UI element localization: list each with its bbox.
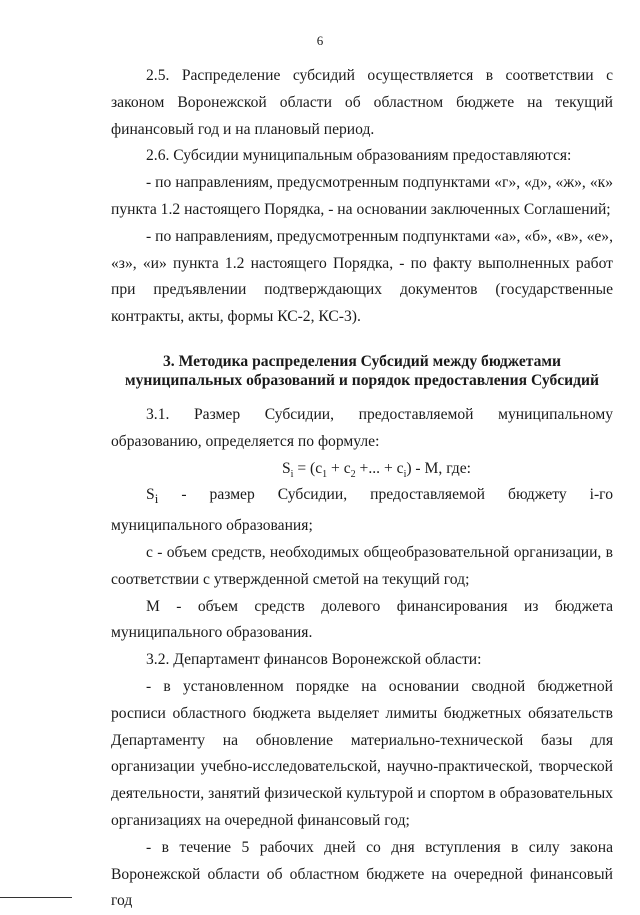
paragraph-2-5: 2.5. Распределение субсидий осуществляется в соответствии с законом Воронежской области об областном бюджете на текущий финансовый год и на плановый период.	[111, 67, 613, 138]
definition-m: М - объем средств долевого финансирования из бюджета муниципального образования.	[111, 597, 613, 642]
formula-plus: + c	[327, 459, 351, 477]
footer-divider	[0, 897, 72, 898]
formula-tail: ) - M, где:	[406, 459, 471, 477]
formula-lhs: S	[281, 459, 291, 477]
definition-c: c - объем средств, необходимых общеобразовательной организации, в соответствии с утвержденной сметой на текущий год;	[111, 544, 613, 588]
definition-s-symbol: S	[146, 486, 155, 504]
paragraph-3-2-item-2: - в течение 5 рабочих дней со дня вступления в силу закона Воронежской области об областном бюджете на очередной финансовый год	[111, 838, 613, 910]
definition-s-text: - размер Субсидии, предоставляемой бюджету i-го муниципального образования;	[111, 486, 613, 535]
paragraph-2-6-item-2: - по направлениям, предусмотренным подпунктами «а», «б», «в», «е», «з», «и» пункта 1.2 настоящего Порядка, - по факту выполненных работ при предъявлении подтверждающих документов (государственные контракты, акты, формы КС-2, КС-3).	[111, 227, 613, 326]
section-3-heading	[111, 352, 613, 390]
definition-s	[111, 482, 613, 540]
paragraph-3-1: 3.1. Размер Субсидии, предоставляемой муниципальному образованию, определяется по формуле:	[111, 405, 613, 450]
formula-c1-sub: 1	[322, 468, 328, 480]
definition-s-sub: i	[154, 491, 159, 507]
document-body	[111, 63, 613, 915]
section-3-heading-line-2: муниципальных образований и порядок предоставления Субсидий	[124, 371, 600, 389]
page-number: 6	[316, 33, 324, 48]
formula-c2-sub: 2	[350, 468, 356, 480]
paragraph-2-6: 2.6. Субсидии муниципальным образованиям предоставляются:	[146, 147, 572, 165]
formula-ci-sub: i	[403, 468, 407, 480]
formula-dots: +... + c	[355, 459, 404, 477]
subsidy-formula	[111, 456, 613, 483]
paragraph-3-2: 3.2. Департамент финансов Воронежской области:	[146, 651, 482, 669]
formula-eq: = (c	[293, 459, 323, 477]
section-3-heading-line-1: 3. Методика распределения Субсидий между бюджетами	[162, 352, 562, 370]
paragraph-3-2-item-1: - в установленном порядке на основании сводной бюджетной росписи областного бюджета выделяет лимиты бюджетных обязательств Департаменту на обновление материально-технической базы для организации учебно-исследовательской, научно-практической, творческой деятельности, занятий физической культурой и спортом в образовательных организациях на очередной финансовый год;	[111, 678, 613, 830]
formula-lhs-sub: i	[290, 468, 294, 480]
paragraph-2-6-item-1: - по направлениям, предусмотренным подпунктами «г», «д», «ж», «к» пункта 1.2 настоящего Порядка, - на основании заключенных Соглашений;	[111, 174, 613, 218]
